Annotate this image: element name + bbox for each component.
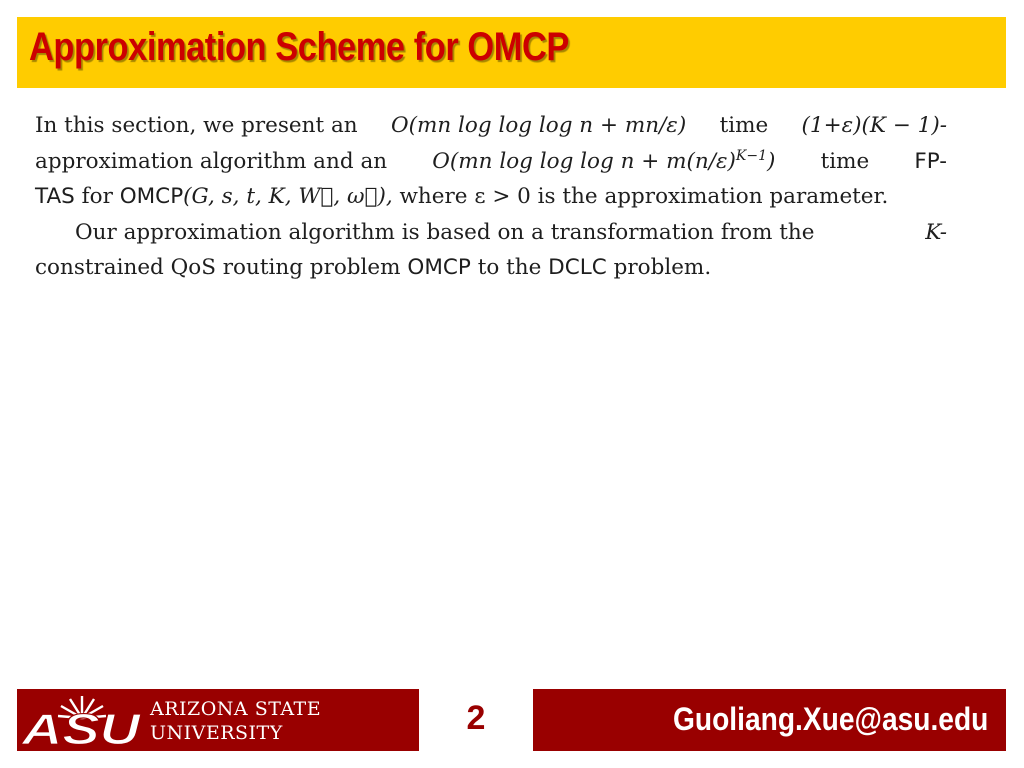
wordmark-line: UNIVERSITY (150, 722, 283, 744)
text-run: for (81, 184, 113, 209)
math-expression: K- (925, 219, 947, 245)
asu-logo (20, 694, 350, 746)
text-run: where ε > 0 is the approximation parameter. (399, 184, 889, 209)
body-line (35, 179, 947, 215)
problem-name: OMCP (407, 255, 471, 280)
text-run: time (719, 113, 769, 138)
asu-wordmark (150, 697, 321, 745)
title-bar (17, 17, 1006, 88)
wordmark-line: ARIZONA STATE (150, 698, 322, 720)
page-number: 2 (466, 699, 486, 737)
math-run: ) (767, 148, 776, 174)
text-run: problem. (613, 255, 712, 280)
text-run: Our approximation algorithm is based on a transformation from the (75, 219, 815, 245)
text-run: FP- (914, 148, 947, 174)
problem-name: OMCP (119, 184, 184, 209)
asu-sunburst-icon (20, 694, 145, 746)
body-line (35, 144, 947, 180)
text-run: to the (477, 255, 542, 280)
problem-name: DCLC (548, 255, 607, 280)
text-run: In this section, we present an (35, 113, 358, 138)
body-line (35, 215, 947, 251)
slide-body (35, 108, 947, 286)
text-run: time (820, 148, 870, 174)
text-run: approximation algorithm and an (35, 148, 388, 174)
text-run: TAS (35, 184, 75, 209)
math-run: O(mn log log log n + m(n/ε) (432, 148, 736, 174)
body-line (35, 108, 947, 144)
footer-bar (17, 689, 1006, 751)
math-expression: (G, s, t, K, W⃗, ω⃗), (183, 184, 393, 209)
slide-title: Approximation Scheme for OMCP (29, 25, 569, 69)
text-run: constrained QoS routing problem (35, 255, 401, 280)
page-number-box (419, 689, 533, 751)
logo-mark-text: ASU (20, 705, 142, 746)
math-superscript: K−1 (735, 147, 768, 164)
body-line (35, 250, 947, 286)
math-expression (432, 144, 775, 180)
author-email: Guoliang.Xue@asu.edu (672, 701, 988, 737)
math-expression: O(mn log log log n + mn/ε) (390, 113, 687, 138)
math-expression: (1+ε)(K − 1)- (801, 113, 947, 138)
